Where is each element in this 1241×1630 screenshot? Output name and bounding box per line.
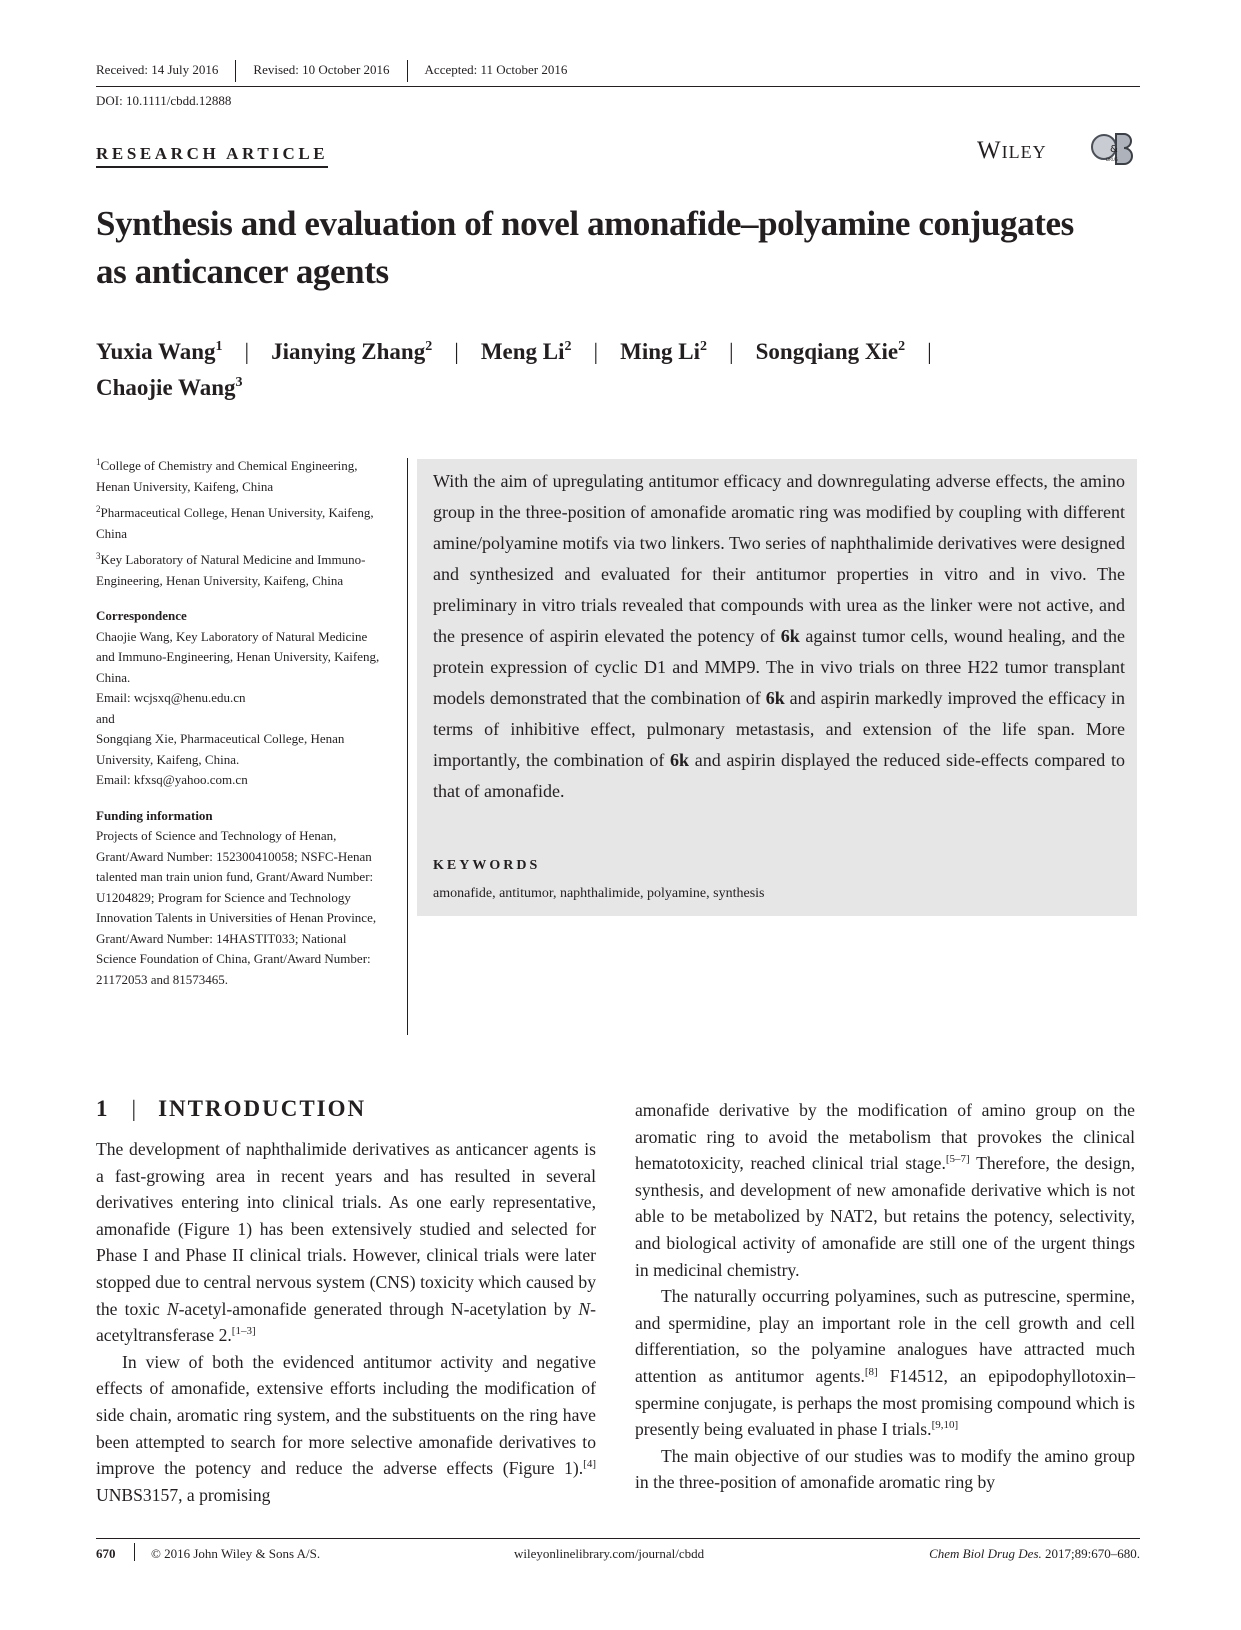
author-list: [96, 334, 1096, 406]
svg-text:DRUG: DRUG: [1106, 157, 1118, 162]
correspondence-email[interactable]: Email: wcjsxq@henu.edu.cn: [96, 690, 246, 705]
compound-label: 6k: [765, 688, 785, 708]
body-column-right: [635, 1097, 1135, 1496]
abstract-text: [433, 466, 1125, 807]
keywords-heading: KEYWORDS: [433, 858, 541, 873]
section-title: INTRODUCTION: [158, 1096, 367, 1121]
footer-divider: [96, 1538, 1140, 1539]
text-run: The main objective of our studies was to modify the amino group in the three-position of amonafide aromatic ring by: [635, 1445, 1135, 1493]
affiliation: $^3$Key Laboratory of Natural Medicine and Immuno-Engineering, Henan University, Kaifeng, China: [96, 551, 366, 588]
correspondence-email[interactable]: Email: kfxsq@yahoo.com.cn: [96, 772, 248, 787]
section-separator: |: [131, 1096, 137, 1121]
accepted-date: Accepted: 11 October 2016: [424, 62, 568, 77]
publisher-logo: Wiley: [977, 137, 1047, 164]
author[interactable]: Meng Li$^2$: [480, 339, 572, 364]
citation-ref[interactable]: [9,10]: [931, 1419, 959, 1432]
text-run: UNBS3157, a promising: [96, 1484, 271, 1505]
copyright: © 2016 John Wiley & Sons A/S.: [151, 1546, 321, 1561]
article-history: [96, 60, 1140, 87]
author[interactable]: Yuxia Wang$^1$: [96, 339, 223, 364]
text-run: amonafide derivative by the modification of amino group on the aromatic ring to avoid the metabolism that provokes the clinical hematotoxicity, reached clinical trial stage.: [635, 1100, 1135, 1174]
divider: [407, 60, 408, 82]
text-run: and aspirin markedly improved the efficacy in terms of inhibitive effect, pulmonary metastasis, and extension of the life span. More importantly, the combination of: [433, 688, 1125, 770]
compound-label: 6k: [780, 626, 800, 646]
text-run: against tumor cells, wound healing, and the protein expression of cyclic D1 and MMP9. The in vivo trials on three H22 tumor transplant models demonstrated that the combination of: [433, 626, 1125, 708]
author-separator: |: [454, 339, 459, 364]
paragraph: [96, 1349, 596, 1509]
author-separator: |: [927, 339, 932, 364]
section-heading: [96, 1096, 366, 1122]
paragraph: [635, 1283, 1135, 1443]
citation: [929, 1546, 1140, 1562]
page-footer: [96, 1543, 1140, 1565]
citation-volume: 2017;89:670–680.: [1041, 1546, 1140, 1561]
journal-url[interactable]: wileyonlinelibrary.com/journal/cbdd: [514, 1546, 705, 1561]
sidebar-divider: [407, 458, 408, 1035]
text-run: With the aim of upregulating antitumor efficacy and downregulating adverse effects, the amino group in the three-position of amonafide aromatic ring was modified by coupling with different amine/polyamine motifs via two linkers. Two series of naphthalimide derivatives were designed and synthesized and evaluated for their antitumor properties in vitro and in vivo. The preliminary in vitro trials revealed that compounds with urea as the linker were not active, and the presence of aspirin elevated the potency of: [433, 471, 1125, 646]
author[interactable]: Chaojie Wang$^3$: [96, 375, 243, 400]
text-run: The naturally occurring polyamines, such as putrescine, spermine, and spermidine, play an important role in the cell growth and cell differentiation, so the polyamine analogues have attracted much attention as antitumor agents.: [635, 1286, 1135, 1386]
section-number: 1: [96, 1096, 110, 1121]
author-separator: |: [729, 339, 734, 364]
divider: [235, 60, 236, 82]
correspondence-line: and: [96, 710, 115, 726]
text-run: In view of both the evidenced antitumor activity and negative effects of amonafide, extensive efforts including the modification of side chain, aromatic ring system, and the substituents on the ring have been attempted to search for more selective amonafide derivatives to improve the potency and reduce the adverse effects (Figure 1).: [96, 1351, 596, 1479]
author[interactable]: Songqiang Xie$^2$: [755, 339, 906, 364]
citation-ref[interactable]: [1–3]: [231, 1325, 256, 1338]
affiliation: $^1$College of Chemistry and Chemical Engineering, Henan University, Kaifeng, China: [96, 457, 358, 494]
journal-logo-icon: [1090, 130, 1136, 166]
citation-ref[interactable]: [5–7]: [945, 1153, 970, 1166]
page-number: 670: [96, 1546, 116, 1561]
correspondence-heading: Correspondence: [96, 608, 187, 623]
abstract-box: [417, 459, 1137, 916]
text-run: F14512, an epipodophyllotoxin–spermine conjugate, is perhaps the most promising compound which is presently being evaluated in phase I trials.: [635, 1365, 1136, 1440]
text-run: The development of naphthalimide derivatives as anticancer agents is a fast-growing area in recent years and has resulted in several derivatives entering into clinical trials. As one early representative, amonafide (Figure 1) has been extensively studied and selected for Phase I and Phase II clinical trials. However, clinical trials were later stopped due to central nervous system (CNS) toxicity which caused by the toxic: [96, 1139, 596, 1319]
text-run: N: [166, 1298, 179, 1319]
author-separator: |: [593, 339, 599, 364]
citation-ref[interactable]: [8]: [864, 1365, 878, 1378]
text-run: Therefore, the design, synthesis, and development of new amonafide derivative which is not able to be metabolized by NAT2, but retains the potency, selectivity, and biological activity of amonafide are still one of the urgent things in medicinal chemistry.: [635, 1153, 1136, 1280]
author[interactable]: Jianying Zhang$^2$: [271, 339, 433, 364]
text-run: -acetyltransferase 2.: [96, 1298, 596, 1346]
received-date: Received: 14 July 2016: [96, 62, 219, 77]
divider: [134, 1543, 135, 1561]
citation-journal: Chem Biol Drug Des.: [929, 1546, 1042, 1561]
author[interactable]: Ming Li$^2$: [620, 339, 707, 364]
text-run: -acetyl-amonafide generated through N-acetylation by: [178, 1298, 579, 1319]
text-run: and aspirin displayed the reduced side-effects compared to that of amonafide.: [433, 750, 1125, 801]
text-run: N: [578, 1298, 591, 1319]
affiliation: $^2$Pharmaceutical College, Henan University, Kaifeng, China: [96, 504, 374, 541]
paragraph: [635, 1443, 1135, 1496]
sidebar-info: [96, 456, 384, 990]
citation-ref[interactable]: [4]: [583, 1458, 596, 1471]
paragraph: [635, 1097, 1135, 1283]
author-separator: |: [244, 339, 250, 364]
keywords-list: amonafide, antitumor, naphthalimide, polyamine, synthesis: [433, 886, 765, 901]
body-column-left: [96, 1136, 596, 1508]
svg-text:&: &: [1110, 144, 1118, 155]
compound-label: 6k: [670, 750, 690, 770]
correspondence-line: Songqiang Xie, Pharmaceutical College, Henan University, Kaifeng, China.: [96, 731, 345, 767]
funding-text: Projects of Science and Technology of Henan, Grant/Award Number: 152300410058; NSFC-Henan talented man train union fund, Grant/Award Number: U1204829; Program for Science and Technology Innovation Talents in Universities of Henan Province, Grant/Award Number: 14HASTIT033; National Science Foundation of China, Grant/Award Number: 21172053 and 81573465.: [96, 828, 377, 987]
doi[interactable]: DOI: 10.1111/cbdd.12888: [96, 93, 232, 108]
article-title: Synthesis and evaluation of novel amonafide–polyamine conjugates as anticancer agents: [96, 204, 1074, 291]
revised-date: Revised: 10 October 2016: [253, 62, 390, 77]
paragraph: [96, 1136, 596, 1349]
article-type-label: RESEARCH ARTICLE: [96, 144, 328, 168]
funding-heading: Funding information: [96, 807, 213, 823]
correspondence-line: Chaojie Wang, Key Laboratory of Natural Medicine and Immuno-Engineering, Henan University, Kaifeng, China.: [96, 628, 380, 685]
